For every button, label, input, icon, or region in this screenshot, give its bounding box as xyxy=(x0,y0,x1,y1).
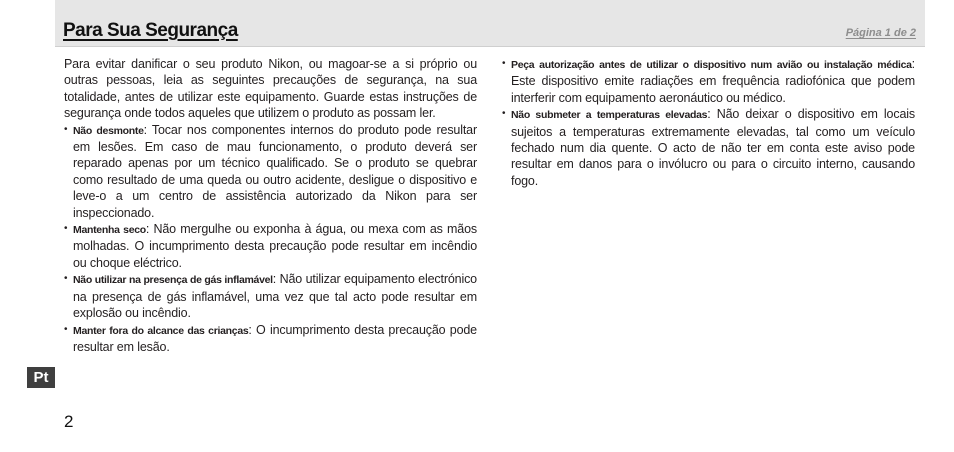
precaution-item xyxy=(64,271,477,321)
bullet-icon: • xyxy=(502,58,506,69)
page-indicator-link[interactable]: Página 1 de 2 xyxy=(845,27,916,39)
precaution-term: Peça autorização antes de utilizar o dispositivo num avião ou instalação médica xyxy=(511,59,912,71)
precaution-text: : Este dispositivo emite radiações em frequência radiofónica que podem interferir com equipamento aeronáutico ou médico. xyxy=(511,57,915,105)
precaution-term: Não utilizar na presença de gás inflamável xyxy=(73,274,273,287)
right-column xyxy=(502,56,915,189)
precaution-text: : Não deixar o dispositivo em locais sujeitos a temperaturas extremamente elevadas, tal como um veículo fechado num dia quente. O acto de não ter em conta este aviso pode resultar em danos para o invólucro ou para o circuito interno, causando fogo. xyxy=(511,107,915,188)
precaution-text: : Tocar nos componentes internos do produto pode resultar em lesões. Em caso de mau funcionamento, o produto deverá ser reparado apenas por um técnico qualificado. Se o produto se quebrar como resultado de uma queda ou outro acidente, desligue o dispositivo e leve-o a um centro de assistência autorizado da Nikon para ser inspeccionado. xyxy=(73,122,477,220)
precaution-item xyxy=(64,122,477,221)
precaution-term: Mantenha seco xyxy=(73,224,146,237)
bullet-icon: • xyxy=(64,223,68,235)
bullet-icon: • xyxy=(64,123,68,135)
bullet-icon: • xyxy=(502,108,506,120)
precaution-item xyxy=(64,221,477,271)
precaution-text: : O incumprimento desta precaução pode resultar em lesão. xyxy=(73,322,477,354)
left-column xyxy=(64,56,477,355)
header-band xyxy=(55,0,925,46)
precaution-item xyxy=(502,106,915,189)
precaution-term: Manter fora do alcance das crianças xyxy=(73,324,249,337)
bullet-icon: • xyxy=(64,323,68,335)
page-number: 2 xyxy=(64,412,74,431)
precaution-text: : Não mergulhe ou exponha à água, ou mexa com as mãos molhadas. O incumprimento desta precaução pode resultar em incêndio ou choque eléctrico. xyxy=(73,222,477,270)
intro-paragraph: Para evitar danificar o seu produto Nikon, ou magoar-se a si próprio ou outras pessoas, leia as seguintes precauções de segurança, na sua totalidade, antes de utilizar este equipamento. Guarde estas instruções de segurança onde todos aqueles que utilizem o produto as possam ler. xyxy=(64,57,477,121)
language-tab: Pt xyxy=(27,367,55,388)
bullet-icon: • xyxy=(64,273,68,285)
precaution-item xyxy=(502,56,915,106)
precaution-term: Não submeter a temperaturas elevadas xyxy=(511,109,708,122)
page-title: Para Sua Segurança xyxy=(63,20,238,41)
precaution-term: Não desmonte xyxy=(73,124,144,137)
precautions-list-left xyxy=(64,122,477,356)
precaution-text: : Não utilizar equipamento electrónico na presença de gás inflamável, uma vez que tal acto pode resultar em explosão ou incêndio. xyxy=(73,272,477,321)
precaution-item xyxy=(64,322,477,356)
header-divider xyxy=(55,46,925,47)
precautions-list-right xyxy=(502,56,915,189)
